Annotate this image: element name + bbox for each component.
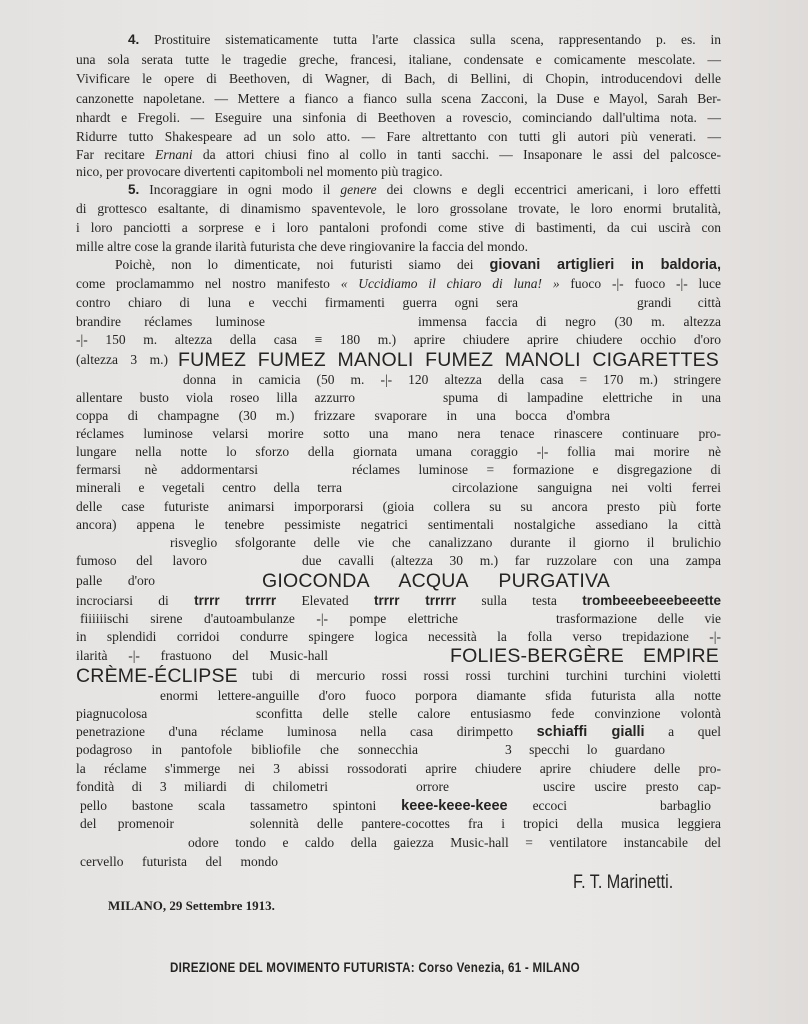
text-line [128,31,721,49]
italic-word: genere [340,182,377,197]
text-line [80,797,567,815]
onomatopoeia: keee-keee-keee [401,798,508,814]
text-line: allentare busto viola roseo lilla azzurro [76,390,355,405]
italic-title: Ernani [155,147,193,162]
text-line: donna in camicia (50 m. -|- 120 altezza della casa = 170 m.) stringere [183,372,721,387]
text-line: lungare nella notte lo sforzo della giornata umana coraggio -|- follia mai morire nè [76,444,721,459]
text-line: uscire uscire presto cap- [543,779,721,794]
text-segment: incrociarsi di [76,593,169,608]
text-line: ilarità -|- frastuono del Music-hall [76,648,328,663]
text-line: solennità delle pantere-cocottes fra i tropici della musica leggiera [250,816,721,831]
onomatopoeia: trombeeebeeebeeette [582,593,722,608]
text-line [76,723,721,741]
text-line [76,592,721,610]
text-line: fumoso del lavoro [76,553,207,568]
onomatopoeia: trrrr trrrrr [374,593,456,608]
text-line: Vivificare le opere di Beethoven, di Wagner, di Bach, di Bellini, di Chopin, introducendovi delle [76,71,721,86]
text-line: i loro panciotti a sorprese e i loro pantaloni profondi come stive di bastimenti, da cui uscirà con [76,220,721,235]
text-line: una sola serata tutte le tragedie greche, francesi, italiane, condensate e comicamente mescolate. — [76,52,721,67]
text-line: circolazione sanguigna nei volti ferrei [452,480,721,495]
text-line: delle case futuriste animarsi imporporarsi (gioia collera su su ancora presto più forte [76,499,721,514]
text-line: minerali e vegetali centro della terra [76,480,342,495]
text-line: nhardt e Fregoli. — Eseguire una sinfonia di Beethoven a rovescio, cominciando dall'ultima nota. — [76,110,721,125]
text-line: palle d'oro [76,573,155,588]
text-line: fondità di 3 miliardi di chilometri [76,779,328,794]
text-line: immensa faccia di negro (30 m. altezza [418,314,721,329]
text-line: enormi lettere-anguille d'oro fuoco porpora diamante sfida futurista alla notte [160,688,721,703]
text-line: 3 specchi lo guardano [505,742,665,757]
text-segment: a quel [668,724,721,739]
bold-phrase: giovani artiglieri in baldoria, [489,257,722,273]
text-segment: dei clowns e degli eccentrici americani, i loro effetti [386,182,722,197]
text-segment: sulla testa [481,593,557,608]
text-line: due cavalli (altezza 30 m.) far ruzzolare con una zampa [302,553,721,568]
onomatopoeia: trrrr trrrrr [194,593,277,608]
text-segment: Elevated [301,593,349,608]
text-line: trasformazione delle vie [556,611,721,626]
text-line: tubi di mercurio rossi rossi rossi turchini turchini turchini violetti [252,668,721,683]
text-line: mille altre cose la grande ilarità futurista che deve ringiovanire la faccia del mondo. [76,239,529,254]
publisher-footer: DIREZIONE DEL MOVIMENTO FUTURISTA: Corso Venezia, 61 - MILANO [170,960,580,975]
text-line: Ridurre tutto Shakespeare ad un solo atto. — Fare altrettanto con tutti gli autori più venerati. — [76,129,721,144]
text-line: réclames luminose velarsi morire sotto una mano nera tenace rinascere continuare pro- [76,426,721,441]
text-line: podagroso in pantofole bibliofile che sonnecchia [76,742,418,757]
text-line [76,275,721,293]
text-line: fiiiiiischi sirene d'autoambulanze -|- pompe elettriche [80,611,458,626]
text-line: réclames luminose = formazione e disgregazione di [352,462,721,477]
text-segment: Far recitare [76,147,145,162]
text-segment: Incoraggiare in ogni modo il [149,182,331,197]
text-line: -|- 150 m. altezza della casa ≡ 180 m.) aprire chiudere aprire chiudere occhio d'oro [76,332,721,347]
text-line: nico, per provocare divertenti capitomboli nel momento più tragico. [76,164,443,179]
text-line: barbaglio [660,798,711,813]
text-line: orrore [416,779,449,794]
text-segment: Poichè, non lo dimenticate, noi futuristi siamo dei [115,257,474,272]
item-number: 5. [128,182,140,197]
text-line [115,256,721,274]
text-line: contro chiaro di luna e vecchi firmamenti guerra ogni sera [76,295,518,310]
advert-text: FUMEZ FUMEZ MANOLI FUMEZ MANOLI CIGARETTES [178,349,719,371]
text-segment: eccoci [532,798,568,813]
item-number: 4. [128,32,140,47]
text-segment: Prostituire sistematicamente tutta l'arte classica sulla scena, rappresentando p. es. in [154,32,721,47]
text-segment: come proclamammo nel nostro manifesto [76,276,330,291]
text-line: del promenoir [80,816,174,831]
text-line: grandi città [637,295,721,310]
signature: F. T. Marinetti. [573,872,674,893]
text-line: cervello futurista del mondo [80,854,278,869]
text-line: coppa di champagne (30 m.) frizzare svaporare in una bocca d'ombra [76,408,610,423]
text-line: (altezza 3 m.) [76,352,168,367]
dateline: MILANO, 29 Settembre 1913. [108,898,275,913]
text-line: brandire réclames luminose [76,314,265,329]
advert-text: FOLIES-BERGÈRE EMPIRE [450,645,719,667]
advert-text: CRÈME-ÉCLIPSE [76,665,238,687]
text-line: piagnucolosa [76,706,148,721]
advert-text: GIOCONDA ACQUA PURGATIVA [262,570,610,592]
text-line [128,181,721,199]
manifesto-title: « Uccidiamo il chiaro di luna! » [340,276,560,291]
text-line: odore tondo e caldo della gaiezza Music-hall = ventilatore instancabile del [188,835,721,850]
text-line: la réclame s'immerge nei 3 abissi rossodorati aprire chiudere aprire chiudere delle pro- [76,761,721,776]
text-line: spuma di lampadine elettriche in una [443,390,721,405]
text-segment: pello bastone scala tassametro spintoni [80,798,377,813]
text-line: fermarsi nè addormentarsi [76,462,258,477]
text-line: in splendidi corridoi condurre spingere logica necessità la folla verso trepidazione -|- [76,629,721,644]
text-line: ancora) appena le tenebre pessimiste negatrici sentimentali nostalgiche assediano la città [76,517,721,532]
text-line: sconfitta delle stelle calore entusiasmo fede convinzione volontà [256,706,721,721]
text-line: di grottesco esaltante, di dinamismo spaventevole, le loro grossolane trovate, le loro enormi brutalità, [76,201,721,216]
text-segment: da attori chiusi fino al collo in tanti sacchi. — Insaponare le assi del palcosce- [202,147,721,162]
bold-phrase: schiaffi gialli [536,724,645,740]
text-segment: fuoco -|- fuoco -|- luce [570,276,721,291]
text-line: risveglio sfolgorante delle vie che canalizzano durante il giorno il brulichio [170,535,721,550]
text-line [76,146,721,164]
text-segment: penetrazione d'una réclame luminosa nella casa dirimpetto [76,724,513,739]
text-line: canzonette napoletane. — Mettere a fianco a fianco sulla scena Zacconi, la Duse e Mayol, Sarah Ber- [76,91,721,106]
